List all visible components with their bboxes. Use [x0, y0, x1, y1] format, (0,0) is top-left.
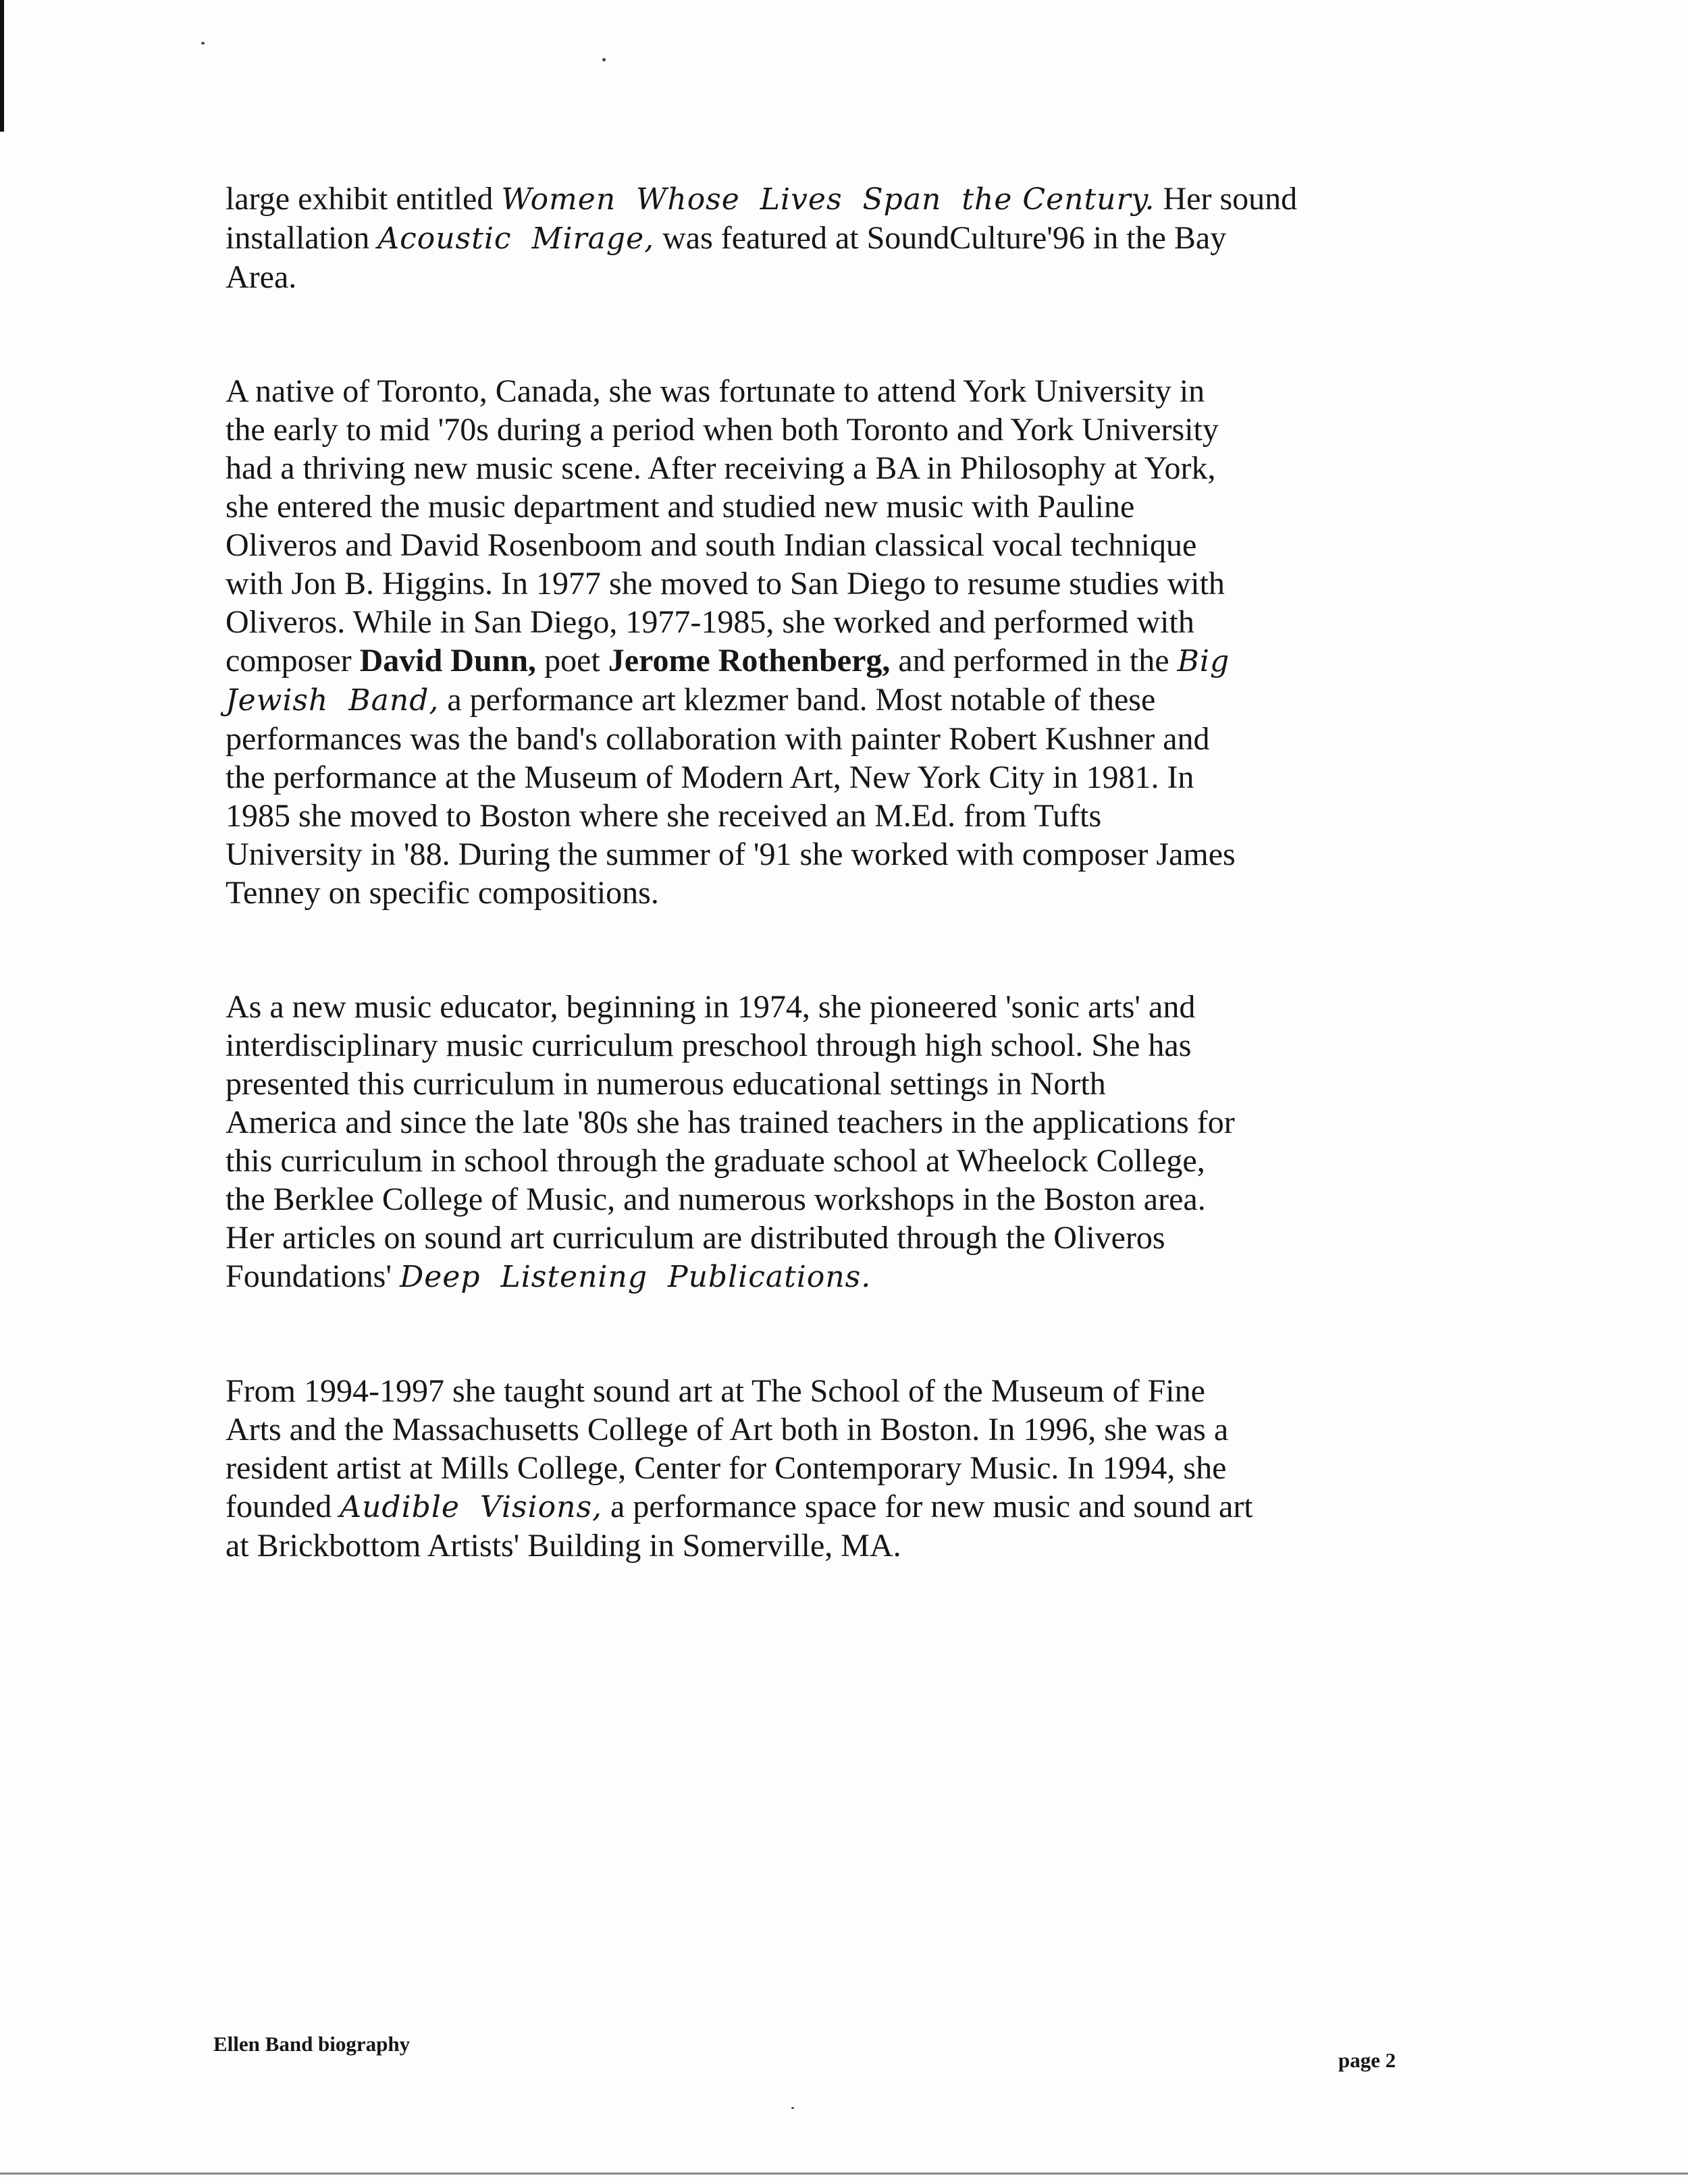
- text-line: [226, 797, 1441, 835]
- text-run: interdisciplinary music curriculum preschool through high school. She has: [226, 1028, 1192, 1063]
- scan-bottom-edge: [0, 2173, 1688, 2175]
- text-run: Arts and the Massachusetts College of Art both in Boston. In 1996, she was a: [226, 1412, 1229, 1447]
- text-line: [226, 1219, 1441, 1257]
- biography-body: [226, 180, 1441, 1641]
- text-line: [226, 1065, 1441, 1103]
- text-line: [226, 835, 1441, 874]
- text-line: [226, 564, 1441, 603]
- text-run: America and since the late '80s she has trained teachers in the applications for: [226, 1104, 1235, 1140]
- text-run: this curriculum in school through the graduate school at Wheelock College,: [226, 1143, 1205, 1179]
- scan-speck: [602, 58, 606, 61]
- italic-title: Women Whose Lives Span the Century.: [501, 182, 1155, 217]
- italic-title: Audible Visions,: [340, 1490, 603, 1524]
- scan-speck: [791, 2107, 794, 2109]
- text-run: the Berklee College of Music, and numerous workshops in the Boston area.: [226, 1181, 1206, 1217]
- text-line: [226, 1142, 1441, 1180]
- text-line: [226, 487, 1441, 526]
- text-line: [226, 874, 1441, 912]
- text-line: [226, 410, 1441, 449]
- text-run: performances was the band's collaboration with painter Robert Kushner and: [226, 721, 1210, 757]
- text-run: founded: [226, 1489, 340, 1524]
- paragraph: [226, 1372, 1441, 1565]
- text-line: [226, 1103, 1441, 1142]
- italic-title: Deep Listening Publications.: [400, 1260, 872, 1294]
- paragraph: [226, 372, 1441, 912]
- text-run: installation: [226, 220, 378, 256]
- text-line: [226, 1026, 1441, 1065]
- text-line: [226, 258, 1441, 296]
- text-line: [226, 1180, 1441, 1219]
- text-run: Area.: [226, 259, 297, 295]
- text-line: [226, 758, 1441, 797]
- text-run: she entered the music department and studied new music with Pauline: [226, 489, 1135, 525]
- text-line: [226, 1372, 1441, 1410]
- text-run: resident artist at Mills College, Center for Contemporary Music. In 1994, she: [226, 1450, 1227, 1486]
- text-line: [226, 1526, 1441, 1565]
- text-line: [226, 449, 1441, 487]
- text-run: University in '88. During the summer of '91 she worked with composer James: [226, 836, 1236, 872]
- italic-title: Acoustic Mirage,: [377, 221, 655, 256]
- text-line: [226, 1449, 1441, 1487]
- text-run: with Jon B. Higgins. In 1977 she moved to San Diego to resume studies with: [226, 566, 1225, 602]
- text-run: was featured at SoundCulture'96 in the Bay: [654, 220, 1227, 256]
- text-line: [226, 720, 1441, 758]
- scan-speck: [201, 42, 205, 45]
- paragraph: [226, 988, 1441, 1296]
- text-run: the performance at the Museum of Modern Art, New York City in 1981. In: [226, 760, 1194, 795]
- bold-name: David Dunn,: [359, 643, 537, 678]
- text-run: 1985 she moved to Boston where she received an M.Ed. from Tufts: [226, 798, 1102, 834]
- scan-edge-mark: [0, 0, 4, 132]
- text-run: Her sound: [1155, 181, 1298, 217]
- text-line: [226, 1487, 1441, 1526]
- text-line: [226, 1410, 1441, 1449]
- text-line: [226, 180, 1441, 219]
- text-run: large exhibit entitled: [226, 181, 502, 217]
- text-line: [226, 641, 1441, 681]
- text-run: the early to mid '70s during a period when both Toronto and York University: [226, 412, 1219, 448]
- text-line: [226, 219, 1441, 258]
- italic-title: Jewish Band,: [226, 683, 440, 718]
- bold-name: Jerome Rothenberg,: [608, 643, 891, 678]
- text-run: Oliveros and David Rosenboom and south Indian classical vocal technique: [226, 527, 1197, 563]
- text-line: [226, 681, 1441, 720]
- text-run: Tenney on specific compositions.: [226, 875, 659, 911]
- text-run: presented this curriculum in numerous educational settings in North: [226, 1066, 1106, 1102]
- text-run: a performance space for new music and sound art: [602, 1489, 1253, 1524]
- text-run: Foundations': [226, 1258, 400, 1294]
- text-line: [226, 372, 1441, 410]
- text-line: [226, 988, 1441, 1026]
- text-run: Her articles on sound art curriculum are distributed through the Oliveros: [226, 1220, 1165, 1256]
- text-run: As a new music educator, beginning in 1974, she pioneered 'sonic arts' and: [226, 989, 1196, 1025]
- text-run: composer: [226, 643, 360, 678]
- text-run: From 1994-1997 she taught sound art at The School of the Museum of Fine: [226, 1373, 1205, 1409]
- text-run: had a thriving new music scene. After receiving a BA in Philosophy at York,: [226, 450, 1216, 486]
- paragraph: [226, 180, 1441, 296]
- footer-document-title: Ellen Band biography: [213, 2032, 411, 2056]
- text-line: [226, 526, 1441, 564]
- text-run: a performance art klezmer band. Most notable of these: [439, 682, 1156, 718]
- italic-title: Big: [1177, 644, 1230, 678]
- text-line: [226, 603, 1441, 641]
- text-run: poet: [536, 643, 608, 678]
- text-run: at Brickbottom Artists' Building in Somerville, MA.: [226, 1528, 901, 1564]
- text-run: and performed in the: [890, 643, 1178, 678]
- text-run: Oliveros. While in San Diego, 1977-1985, she worked and performed with: [226, 604, 1194, 640]
- footer-page-number: page 2: [1338, 2048, 1396, 2072]
- text-run: A native of Toronto, Canada, she was fortunate to attend York University in: [226, 373, 1205, 409]
- text-line: [226, 1257, 1441, 1296]
